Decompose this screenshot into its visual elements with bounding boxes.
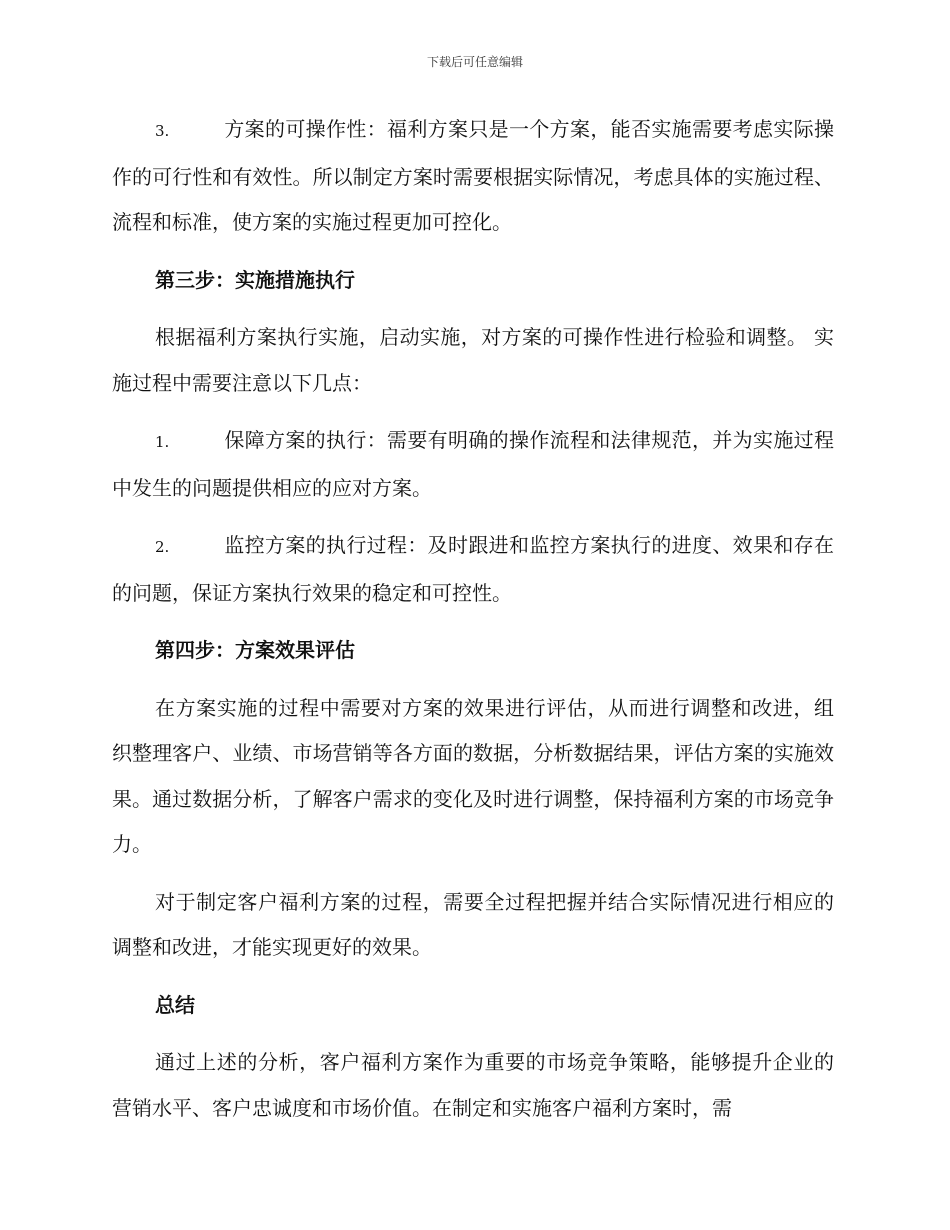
paragraph-step3-intro: 根据福利方案执行实施，启动实施，对方案的可操作性进行检验和调整。 实施过程中需要注意以下几点： bbox=[112, 325, 834, 395]
list-text: 方案的可操作性：福利方案只是一个方案，能否实施需要考虑实际操作的可行性和有效性。所以制定方案时需要根据实际情况，考虑具体的实施过程、流程和标准，使方案的实施过程更加可控化。 bbox=[112, 117, 834, 234]
list-number: 2. bbox=[155, 538, 170, 556]
header-note: 下载后可任意编辑 bbox=[426, 55, 523, 69]
paragraph-step4-conclusion: 对于制定客户福利方案的过程，需要全过程把握并结合实际情况进行相应的调整和改进，才能实现更好的效果。 bbox=[112, 889, 834, 959]
list-text: 监控方案的执行过程：及时跟进和监控方案执行的进度、效果和存在的问题，保证方案执行效果的稳定和可控性。 bbox=[112, 533, 834, 605]
list-number: 1. bbox=[155, 433, 170, 451]
section-heading-summary: 总结 bbox=[155, 992, 195, 1017]
paragraph-summary: 通过上述的分析，客户福利方案作为重要的市场竞争策略，能够提升企业的营销水平、客户忠诚度和市场价值。在制定和实施客户福利方案时，需 bbox=[112, 1050, 834, 1120]
list-text: 保障方案的执行：需要有明确的操作流程和法律规范，并为实施过程中发生的问题提供相应的应对方案。 bbox=[112, 428, 834, 500]
section-heading-step3: 第三步：实施措施执行 bbox=[155, 267, 355, 292]
list-item-1 bbox=[112, 418, 834, 511]
document-body bbox=[112, 107, 834, 1143]
list-item-3 bbox=[112, 107, 834, 246]
section-heading-step4: 第四步：方案效果评估 bbox=[155, 638, 355, 662]
paragraph-step4-evaluation: 在方案实施的过程中需要对方案的效果进行评估，从而进行调整和改进，组织整理客户、业绩、市场营销等各方面的数据，分析数据结果，评估方案的实施效果。通过数据分析，了解客户需求的变化及时进行调整，保持福利方案的市场竞争力。 bbox=[112, 695, 834, 856]
list-item-2 bbox=[112, 523, 834, 616]
list-number: 3. bbox=[155, 122, 170, 140]
